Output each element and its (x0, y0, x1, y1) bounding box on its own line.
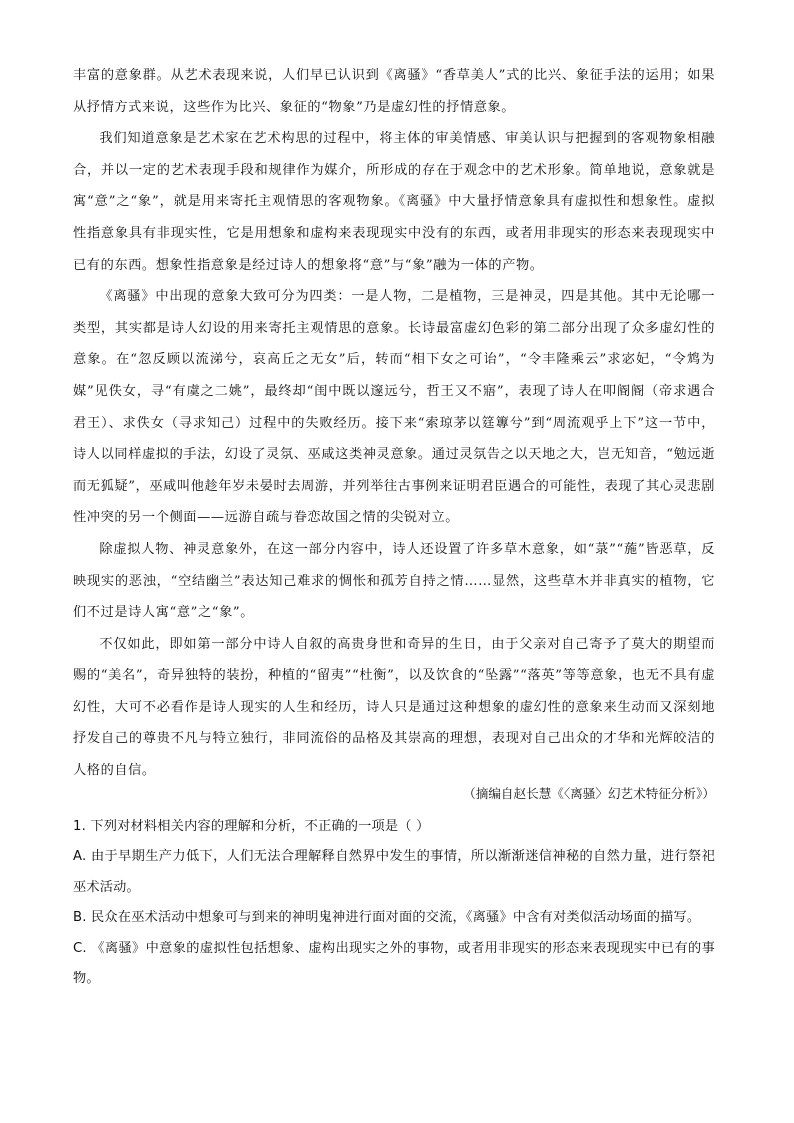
passage-source-citation: （摘编自赵长慧《〈离骚〉幻艺术特征分析》） (463, 786, 715, 801)
passage-paragraph: 丰富的意象群。从艺术表现来说，人们早已认识到《离骚》“香草美人”式的比兴、象征手法的运用；如果从抒情方式来说，这些作为比兴、象征的“物象”乃是虚幻性的抒情意象。 (73, 68, 715, 115)
reading-passage (73, 60, 715, 787)
option-b: B. 民众在巫术活动中想象可与到来的神明鬼神进行面对面的交流，《离骚》中含有对类似活动场面的描写。 (73, 910, 701, 926)
question-block (73, 812, 715, 994)
question-stem: 1. 下列对材料相关内容的理解和分析，不正确的一项是（ ） (73, 819, 430, 834)
passage-paragraph: 不仅如此，即如第一部分中诗人自叙的高贵身世和奇异的生日，由于父亲对自己寄予了莫大的期望而赐的“美名”，奇异独特的装扮，种植的“留夷”“杜衡”，以及饮食的“坠露”“落英”等等意象，也无不具有虚幻性，大可不必看作是诗人现实的人生和经历，诗人只是通过这种想象的虚幻性的意象来生动而又深刻地抒发自己的尊贵不凡与特立独行，非同流俗的品格及其崇高的理想，表现对自己出众的才华和光辉皎洁的人格的自信。 (73, 636, 715, 779)
passage-paragraph: 《离骚》中出现的意象大致可分为四类：一是人物，二是植物，三是神灵，四是其他。其中无论哪一类型，其实都是诗人幻设的用来寄托主观情思的意象。长诗最富虚幻色彩的第二部分出现了众多虚幻性的意象。在“忽反顾以流涕兮，哀高丘之无女”后，转而“相下女之可诒”，“令丰隆乘云”求宓妃，“令鸩为媒”见佚女，寻“有虞之二姚”，最终却“闺中既以邃远兮，哲王又不寤”，表现了诗人在叩阍阍（帝求遇合君王）、求佚女（寻求知己）过程中的失败经历。接下来“索琼茅以筳篿兮”到“周流观乎上下”这一节中，诗人以同样虚拟的手法，幻设了灵氛、巫咸这类神灵意象。通过灵氛告之以天地之大，岂无知音，“勉远逝而无狐疑”，巫咸叫他趁年岁未晏时去周游，并列举往古事例来证明君臣遇合的可能性，表现了其心灵悲剧性冲突的另一个侧面——远游自疏与眷恋故国之情的尖锐对立。 (73, 289, 715, 526)
option-a: A. 由于早期生产力低下，人们无法合理解释自然界中发生的事情，所以渐渐迷信神秘的自然力量，进行祭祀巫术活动。 (73, 849, 715, 895)
passage-paragraph: 我们知道意象是艺术家在艺术构思的过程中，将主体的审美情感、审美认识与把握到的客观物象相融合，并以一定的艺术表现手段和规律作为媒介，所形成的存在于观念中的艺术形象。简单地说，意象就是寓“意”之“象”，就是用来寄托主观情思的客观物象。《离骚》中大量抒情意象具有虚拟性和想象性。虚拟性指意象具有非现实性，它是用想象和虚构来表现现实中没有的东西，或者用非现实的形态来表现现实中已有的东西。想象性指意象是经过诗人的想象将“意”与“象”融为一体的产物。 (73, 131, 715, 273)
option-c: C. 《离骚》中意象的虚拟性包括想象、虚构出现实之外的事物，或者用非现实的形态来表现现实中已有的事物。 (73, 940, 715, 987)
passage-paragraph: 除虚拟人物、神灵意象外，在这一部分内容中，诗人还设置了许多草木意象，如“菉”“葹”皆恶草，反映现实的恶浊，“空结幽兰”表达知己难求的惆怅和孤芳自持之情……显然，这些草木并非真实的植物，它们不过是诗人寓“意”之“象”。 (73, 541, 715, 621)
